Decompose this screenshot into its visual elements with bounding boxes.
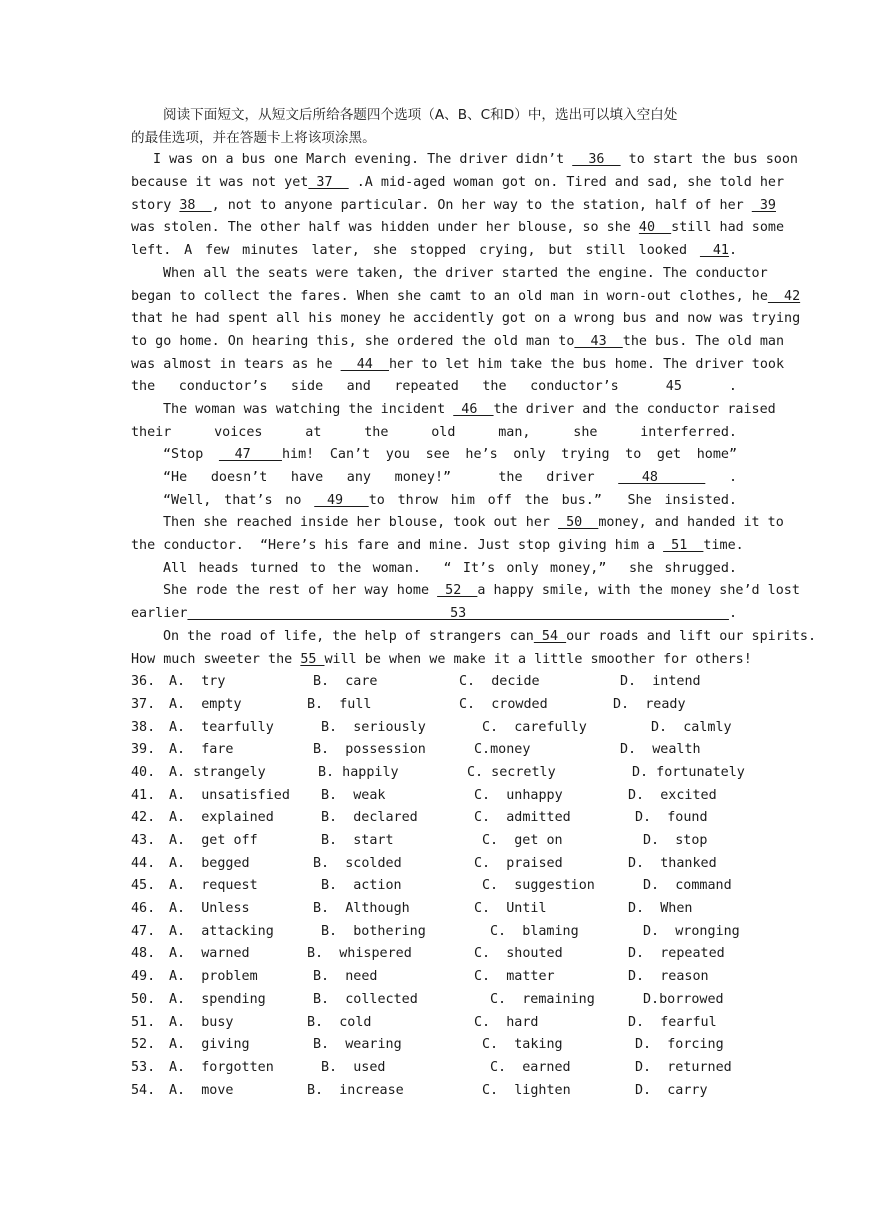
question-row bbox=[131, 762, 745, 785]
option-a: A. get off bbox=[169, 833, 258, 848]
passage-text: Then she reached inside her blouse, took out her bbox=[163, 515, 559, 531]
question-row bbox=[131, 1080, 737, 1103]
question-number: 50. bbox=[131, 991, 156, 1007]
answer-blank: 37 bbox=[308, 175, 349, 191]
option-a: A. warned bbox=[169, 946, 250, 962]
option-b: B. seriously bbox=[321, 719, 426, 735]
option-b: B. used bbox=[321, 1059, 386, 1075]
option-c: C. admitted bbox=[474, 810, 571, 826]
answer-blank: 36 bbox=[572, 152, 621, 168]
option-b: B. cold bbox=[307, 1014, 372, 1030]
question-row bbox=[131, 830, 737, 853]
passage-line bbox=[131, 195, 776, 218]
passage-line bbox=[131, 172, 785, 195]
answer-blank: 51 bbox=[663, 538, 704, 554]
answer-blank: 50 bbox=[558, 515, 599, 531]
passage-text: the conductor’s side and repeated the conductor’s 45 . bbox=[131, 379, 737, 395]
option-c: C. crowded bbox=[459, 696, 548, 712]
passage-line bbox=[131, 376, 737, 399]
passage-text: will be when we make it a little smoother for others! bbox=[324, 651, 752, 667]
option-a: A. unsatisfied bbox=[169, 787, 290, 803]
question-number: 36. bbox=[131, 674, 156, 690]
passage-text: On the road of life, the help of strangers can bbox=[163, 628, 534, 644]
passage-text: a happy smile, with the money she’d lost bbox=[477, 583, 800, 599]
option-b: B. scolded bbox=[313, 855, 402, 871]
option-d: D. fearful bbox=[628, 1014, 717, 1030]
question-number: 43. bbox=[131, 833, 156, 848]
passage-line bbox=[131, 263, 768, 286]
option-b: B. increase bbox=[307, 1082, 404, 1098]
passage-text: All heads turned to the woman. “ It’s only money,” she shrugged. bbox=[163, 560, 737, 576]
passage-text: The woman was watching the incident bbox=[163, 401, 454, 417]
passage-text: She rode the rest of her way home bbox=[163, 583, 438, 599]
option-c: C. matter bbox=[474, 969, 555, 985]
question-row bbox=[131, 739, 737, 762]
option-d: D. excited bbox=[628, 787, 717, 803]
option-c: C. taking bbox=[482, 1037, 563, 1053]
question-row bbox=[131, 694, 737, 717]
passage-text: because it was not yet bbox=[131, 175, 309, 191]
question-row bbox=[131, 853, 737, 876]
passage-line bbox=[131, 444, 737, 467]
question-row bbox=[131, 898, 737, 921]
question-number: 37. bbox=[131, 696, 156, 712]
passage-text: . bbox=[728, 606, 737, 622]
answer-blank: 39 bbox=[751, 197, 776, 213]
question-row bbox=[131, 943, 737, 966]
option-b: B. Although bbox=[313, 901, 410, 917]
passage-line bbox=[131, 399, 776, 422]
question-row bbox=[131, 921, 740, 944]
option-a: A. spending bbox=[169, 991, 266, 1007]
question-row bbox=[131, 989, 737, 1012]
option-c: C. lighten bbox=[482, 1082, 571, 1098]
answer-blank: 42 bbox=[767, 288, 801, 304]
passage-text: money, and handed it to bbox=[598, 515, 784, 531]
question-number: 44. bbox=[131, 855, 156, 871]
answer-blank: 53 bbox=[187, 606, 729, 622]
passage-line bbox=[131, 535, 744, 558]
exam-page bbox=[131, 104, 817, 1102]
option-d: D. carry bbox=[635, 1082, 708, 1098]
question-number: 49. bbox=[131, 969, 156, 985]
option-a: A. try bbox=[169, 674, 226, 690]
question-number: 51. bbox=[131, 1014, 156, 1030]
answer-blank: 47 bbox=[218, 447, 282, 463]
passage-text: time. bbox=[703, 538, 744, 554]
option-a: A. empty bbox=[169, 696, 242, 712]
option-a: A. giving bbox=[169, 1037, 250, 1053]
passage-line bbox=[131, 422, 737, 445]
question-row bbox=[131, 807, 737, 830]
passage-line bbox=[131, 308, 801, 331]
option-b: B. full bbox=[307, 696, 372, 712]
question-number: 42. bbox=[131, 810, 156, 826]
passage-text: him! Can’t you see he’s only trying to get home” bbox=[281, 447, 738, 463]
option-b: B. wearing bbox=[313, 1037, 402, 1053]
question-list bbox=[131, 671, 745, 1102]
answer-blank: 49 bbox=[314, 492, 369, 508]
question-row bbox=[131, 785, 737, 808]
option-a: A. move bbox=[169, 1082, 234, 1098]
passage-text: that he had spent all his money he accidently got on a wrong bus and now was trying bbox=[131, 311, 801, 327]
passage-line bbox=[131, 354, 785, 377]
option-b: B. declared bbox=[321, 810, 418, 826]
passage-text: How much sweeter the bbox=[131, 651, 301, 667]
passage-line bbox=[131, 467, 737, 490]
passage-text: .A mid-aged woman got on. Tired and sad, she told her bbox=[348, 175, 785, 191]
passage-line bbox=[131, 603, 737, 626]
passage-text: “Well, that’s no bbox=[163, 492, 315, 508]
passage-text: the bus. The old man bbox=[622, 333, 785, 349]
option-d: D. When bbox=[628, 901, 693, 917]
passage-text: “Stop bbox=[163, 447, 219, 463]
passage-text: When all the seats were taken, the driver started the engine. The conductor bbox=[163, 265, 768, 281]
option-c: C. shouted bbox=[474, 946, 563, 962]
option-c: C. Until bbox=[474, 901, 547, 917]
answer-blank: 43 bbox=[574, 333, 623, 349]
passage-text: began to collect the fares. When she camt to an old man in worn-out clothes, he bbox=[131, 288, 768, 304]
question-number: 52. bbox=[131, 1037, 156, 1053]
question-number: 54. bbox=[131, 1082, 156, 1098]
passage-text: was stolen. The other half was hidden under her blouse, so she bbox=[131, 220, 639, 236]
option-a: A. request bbox=[169, 878, 258, 894]
passage-line bbox=[131, 580, 800, 603]
passage-line bbox=[131, 649, 752, 672]
passage-text: . bbox=[705, 470, 738, 485]
passage-line bbox=[131, 512, 784, 535]
question-number: 39. bbox=[131, 742, 156, 758]
option-c: C. hard bbox=[474, 1014, 539, 1030]
option-c: C. carefully bbox=[482, 719, 587, 735]
option-d: D. thanked bbox=[628, 855, 717, 871]
passage-text: . bbox=[728, 243, 738, 259]
passage-line bbox=[131, 626, 817, 649]
option-c: C. praised bbox=[474, 855, 563, 871]
option-d: D. wealth bbox=[620, 742, 701, 758]
question-number: 47. bbox=[131, 923, 156, 939]
passage-line bbox=[131, 558, 737, 581]
answer-blank: 55 bbox=[300, 651, 325, 667]
option-d: D. fortunately bbox=[632, 764, 745, 780]
option-b: B. start bbox=[321, 833, 394, 848]
passage-text: “He doesn’t have any money!” the driver bbox=[163, 470, 619, 485]
passage-line bbox=[131, 490, 737, 513]
passage-text: I was on a bus one March evening. The driver didn’t bbox=[153, 152, 573, 168]
passage-text: the driver and the conductor raised bbox=[493, 401, 776, 417]
passage-text: to go home. On hearing this, she ordered the old man to bbox=[131, 333, 575, 349]
question-number: 40. bbox=[131, 764, 156, 780]
option-c: C. suggestion bbox=[482, 878, 595, 894]
option-a: A. Unless bbox=[169, 901, 250, 917]
option-d: D. stop bbox=[643, 833, 708, 848]
instructions-line-1: 阅读下面短文，从短文后所给各题四个选项（A、B、C和D）中，选出可以填入空白处 bbox=[163, 107, 678, 123]
passage-text: earlier bbox=[131, 606, 188, 622]
question-number: 38. bbox=[131, 719, 156, 735]
option-d: D. reason bbox=[628, 969, 709, 985]
option-b: B. whispered bbox=[307, 946, 412, 962]
option-a: A. busy bbox=[169, 1014, 234, 1030]
answer-blank: 41 bbox=[699, 243, 729, 259]
option-b: B. collected bbox=[313, 991, 418, 1007]
passage-text: , not to anyone particular. On her way to the station, half of her bbox=[211, 197, 752, 213]
question-row bbox=[131, 966, 737, 989]
option-c: C. remaining bbox=[490, 991, 595, 1007]
question-number: 46. bbox=[131, 901, 156, 917]
answer-blank: 54 bbox=[533, 628, 567, 644]
passage-line bbox=[131, 331, 785, 354]
option-b: B. action bbox=[321, 878, 402, 894]
option-d: D. intend bbox=[620, 674, 701, 690]
option-a: A. tearfully bbox=[169, 719, 274, 735]
option-d: D. calmly bbox=[651, 719, 732, 735]
option-d: D. repeated bbox=[628, 946, 725, 962]
option-a: A. begged bbox=[169, 855, 250, 871]
answer-blank: 40 bbox=[638, 220, 672, 236]
option-c: C. blaming bbox=[490, 923, 579, 939]
passage-text: left. A few minutes later, she stopped crying, but still looked bbox=[131, 243, 700, 259]
option-b: B. bothering bbox=[321, 923, 426, 939]
question-number: 41. bbox=[131, 787, 156, 803]
question-number: 53. bbox=[131, 1059, 156, 1075]
question-number: 48. bbox=[131, 946, 156, 962]
option-b: B. care bbox=[313, 674, 378, 690]
option-d: D.borrowed bbox=[643, 991, 724, 1007]
question-row bbox=[131, 1057, 737, 1080]
answer-blank: 46 bbox=[453, 401, 494, 417]
question-row bbox=[131, 1012, 737, 1035]
answer-blank: 52 bbox=[437, 583, 478, 599]
passage-text: still had some bbox=[671, 220, 785, 236]
option-a: A. forgotten bbox=[169, 1059, 274, 1075]
option-c: C. earned bbox=[490, 1059, 571, 1075]
option-c: C.money bbox=[474, 742, 531, 758]
option-a: A. attacking bbox=[169, 923, 274, 939]
question-row bbox=[131, 875, 737, 898]
option-b: B. possession bbox=[313, 742, 426, 758]
option-c: C. decide bbox=[459, 674, 540, 690]
passage-text: story bbox=[131, 197, 180, 213]
passage bbox=[131, 149, 817, 671]
option-a: A. strangely bbox=[169, 764, 266, 780]
passage-text: her to let him take the bus home. The driver took bbox=[388, 356, 785, 372]
option-a: A. explained bbox=[169, 810, 274, 826]
instructions-line-2: 的最佳选项，并在答题卡上将该项涂黑。 bbox=[131, 129, 376, 146]
option-a: A. problem bbox=[169, 969, 258, 985]
option-b: B. happily bbox=[318, 764, 399, 780]
passage-text: our roads and lift our spirits. bbox=[566, 628, 817, 644]
answer-blank: 48 bbox=[618, 470, 706, 485]
question-number: 45. bbox=[131, 878, 156, 894]
option-d: D. wronging bbox=[643, 923, 740, 939]
option-c: C. secretly bbox=[467, 764, 556, 780]
option-c: C. get on bbox=[482, 833, 563, 848]
passage-text: to throw him off the bus.” She insisted. bbox=[368, 492, 737, 508]
passage-text: the conductor. “Here’s his fare and mine. Just stop giving him a bbox=[131, 538, 664, 554]
option-d: D. returned bbox=[635, 1059, 732, 1075]
option-d: D. command bbox=[643, 878, 732, 894]
option-b: B. need bbox=[313, 969, 378, 985]
option-a: A. fare bbox=[169, 742, 234, 758]
option-d: D. forcing bbox=[635, 1037, 724, 1053]
passage-line bbox=[131, 286, 801, 309]
option-d: D. ready bbox=[613, 696, 686, 712]
option-d: D. found bbox=[635, 810, 708, 826]
option-c: C. unhappy bbox=[474, 787, 563, 803]
passage-line bbox=[131, 217, 785, 240]
question-row bbox=[131, 671, 737, 694]
question-row bbox=[131, 717, 737, 740]
passage-text: to start the bus soon bbox=[620, 152, 798, 168]
passage-text: their voices at the old man, she interferred. bbox=[131, 424, 737, 440]
answer-blank: 44 bbox=[340, 356, 389, 372]
passage-line bbox=[131, 240, 737, 263]
passage-line bbox=[131, 149, 798, 172]
option-b: B. weak bbox=[321, 787, 386, 803]
question-row bbox=[131, 1034, 737, 1057]
passage-text: was almost in tears as he bbox=[131, 356, 341, 372]
answer-blank: 38 bbox=[179, 197, 212, 213]
